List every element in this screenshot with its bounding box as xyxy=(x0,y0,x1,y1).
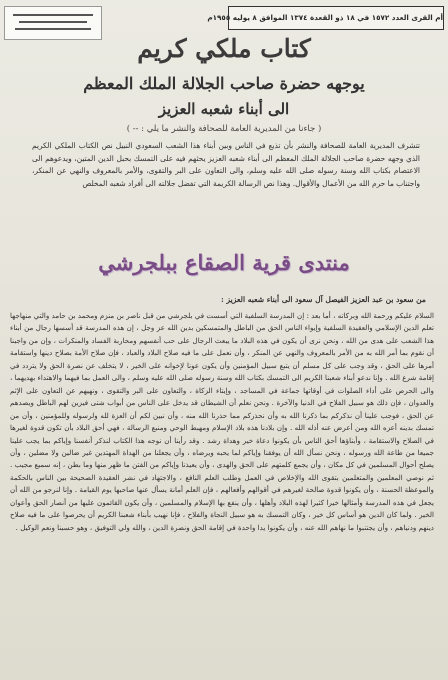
letter-body-text: السلام عليكم ورحمة الله وبركاته ، أما بعد : إن المدرسة السلفية التي أسست في بلجرشي من قبل ناصر بن منزم ومحمد بن حامد والتي منهاجها تعلم الدين الإسلامي والعقيدة السلفية وإيواء الناس الحق من الباطل والمتمسكين بدين الله عز وجل ، إن هذه المدرسة قد أسسها رجال من أبناء هذا الشعب على هدى من الله ، ونحن نرى أن يكون في هذه البلاد ما يبعث الرجال على حب أنفسهم ومحاربة الفساد والمنكرات ، وإن من واجبنا أن نقوم بما أمر الله به من الأمر بالمعروف والنهي عن المنكر ، وأن نعمل على ما فيه صلاح البلاد والعباد ، فإن صلاح الأمة بصلاح دينها واستقامة أمرها على الحق ، وقد وجب على كل مسلم أن يتبع سبيل المؤمنين وأن يكون عونا لإخوانه على الخير ، لا يتخلف عن نصرة الحق ولا يتردد في إقامة شرع الله . وإنا ندعو أبناء شعبنا الكريم الى التمسك بكتاب الله وسنة رسوله صلى الله عليه وسلم ، والى العمل بما فيهما والاهتداء بهديهما ، والى الحرص على أداء الصلوات في أوقاتها جماعة في المساجد ، وإيتاء الزكاة ، والتعاون على البر والتقوى ، ونهيهم عن التعاون على الإثم والعدوان ، فإن ذلك هو سبيل الفلاح في الدنيا والآخرة . ونحن نعلم أن الشيطان قد يدخل على الناس من أبواب شتى فيزين لهم الباطل ويصدهم عن الحق ، فوجب علينا أن نذكركم بما ذكرنا الله به وأن نحذركم مما حذرنا الله منه ، وأن نبين لكم أن العزة لله ولرسوله وللمؤمنين ، وأن من تمسك بدينه أعزه الله ومن أعرض عنه أذله الله . وإن بلادنا هذه بلاد الإسلام ومهبط الوحي ومنبع الرسالة ، فهي أحق البلاد بأن تكون قدوة لغيرها في الصلاح والاستقامة ، وأبناؤها أحق الناس بأن يكونوا دعاة خير وهداة رشد . وقد رأينا أن نوجه هذا الكتاب لنذكر أنفسنا وإياكم بما يجب علينا جميعا من طاعة الله ورسوله ، ونحن نسأل الله أن يوفقنا وإياكم لما يحبه ويرضاه ، وأن يجعلنا من الهداة المهتدين غير ضالين ولا مضلين ، وأن يصلح أحوال المسلمين في كل مكان ، وأن يجمع كلمتهم على الحق والهدى ، وأن يعيذنا وإياكم من الفتن ما ظهر منها وما بطن ، إنه سميع مجيب . ثم نوصي المعلمين والمتعلمين بتقوى الله والإخلاص في العمل وطلب العلم النافع ، والاجتهاد في نشر العقيدة الصحيحة بين الناس بالحكمة والموعظة الحسنة ، وأن يكونوا قدوة صالحة لغيرهم في أقوالهم وأفعالهم ، فإن العلم أمانة يسأل عنها صاحبها يوم القيامة . وإنا لنرجو من الله أن يجعل في هذه المدرسة وأمثالها خيرا كثيرا لهذه البلاد وأهلها ، وأن ينفع بها الإسلام والمسلمين ، وأن يكون القائمون عليها من أنصار الحق وأعوان الخير . ولما كان الدين هو أساس كل خير ، وكان التمسك به هو سبيل النجاة والفلاح ، فإنا نهيب بأبناء شعبنا الكريم أن يحرصوا على ما فيه صلاح دينهم ودنياهم ، وأن يجتنبوا ما نهاهم الله عنه ، وأن يكونوا يدا واحدة في إقامة الحق ونصرة الدين ، والله ولي التوفيق ، وهو حسبنا ونعم الوكيل . xyxy=(10,311,434,532)
document-source-note: ( جاءنا من المديرية العامة للصحافة والنشر ما يلي : -- ) xyxy=(126,124,322,134)
document-subtitle-2: الى أبناء شعبه العزيز xyxy=(158,100,290,118)
letter-address-line: من سعود بن عبد العزيز الفيصل آل سعود الى أبناء شعبه العزيز : xyxy=(221,295,426,304)
forum-watermark-banner: منتدى قرية الصقاع ببلجرشي xyxy=(98,250,350,275)
letter-body xyxy=(10,310,434,676)
newspaper-issue-header: أم القرى العدد ١٥٧٢ في ١٨ ذو القعدة ١٣٧٤ الموافق ٨ يوليه ١٩٥٥م xyxy=(228,6,444,30)
intro-paragraph: تتشرف المديرية العامة للصحافة والنشر بأن تذيع في الناس وبين أبناء هذا الشعب السعودي النبيل نص الكتاب الملكي الكريم الذي وجهه حضرة صاحب الجلالة الملك المعظم الى أبناء شعبه العزيز يحثهم فيه على التمسك بحبل الدين المتين، ويدعوهم الى الاعتصام بكتاب الله وسنة رسوله صلى الله عليه وسلم، والى التعاون على البر والتقوى، والأمر بالمعروف والنهي عن المنكر، واجتناب ما حرم الله من الأعمال والأقوال. وهذا نص الرسالة الكريمة التي تفضل جلالته الى أفراد شعبه المخلص xyxy=(32,141,420,188)
document-subtitle-1: يوجهه حضرة صاحب الجلالة الملك المعظم xyxy=(83,74,365,93)
document-title: كتاب ملكي كريم xyxy=(137,34,311,63)
